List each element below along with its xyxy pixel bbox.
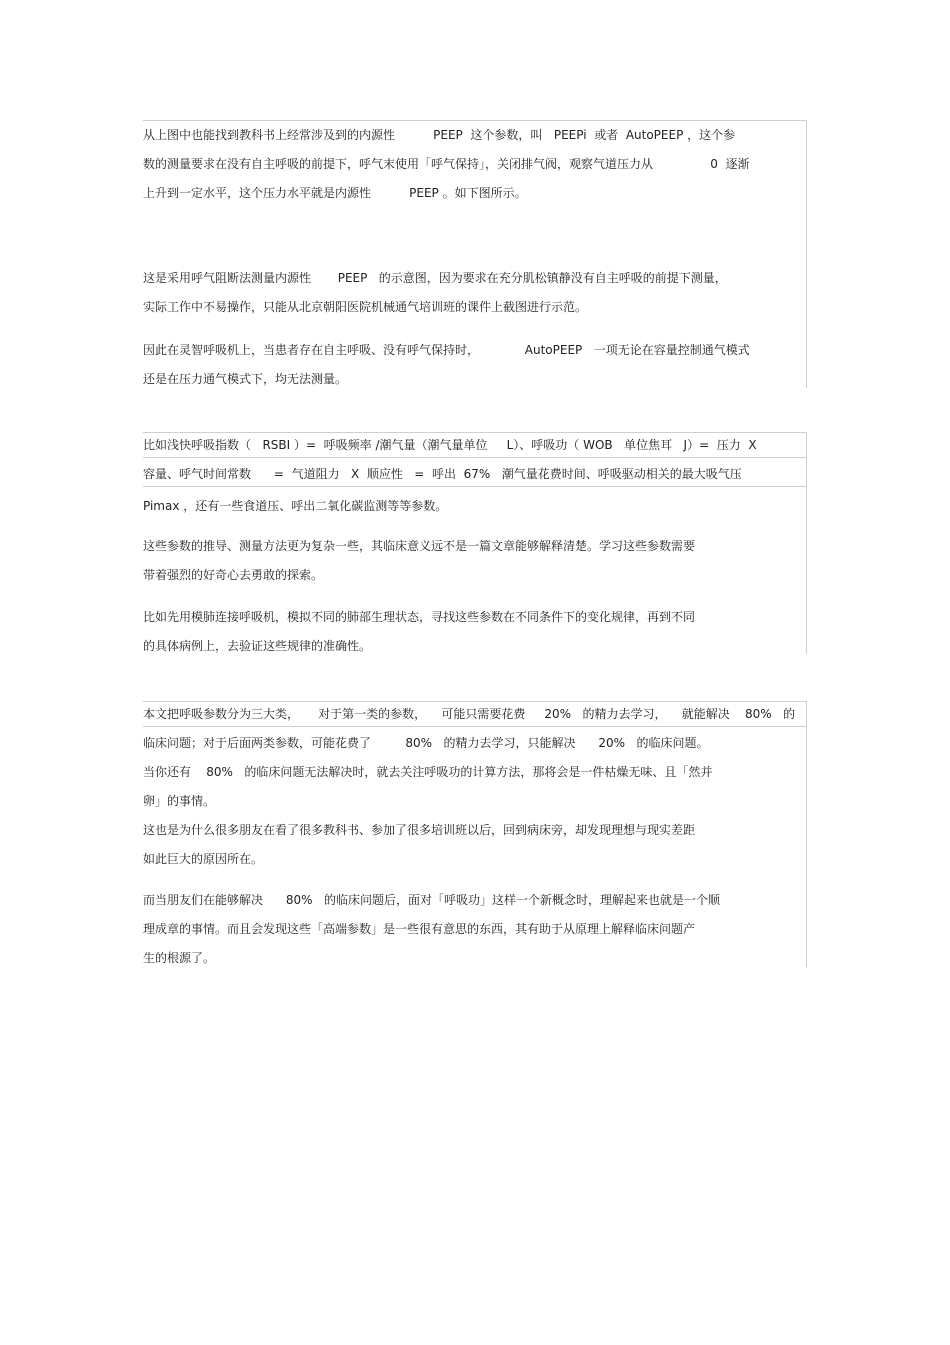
paragraph-line: 容量、呼气时间常数 = 气道阻力 X 顺应性 = 呼出 67% 潮气量花费时间、呼吸驱动相关的最大吸气压 — [143, 467, 742, 481]
mid-border-3 — [143, 726, 807, 727]
paragraph-line: 这是采用呼气阻断法测量内源性 PEEP 的示意图，因为要求在充分肌松镇静没有自主呼吸的前提下测量， — [143, 271, 727, 285]
top-border-1 — [143, 120, 807, 121]
paragraph-line: 因此在灵智呼吸机上，当患者存在自主呼吸、没有呼气保持时， AutoPEEP 一项无论在容量控制通气模式 — [143, 343, 750, 357]
right-border-1 — [806, 120, 807, 388]
right-border-3 — [806, 701, 807, 967]
top-border-2 — [143, 432, 807, 433]
paragraph-line: 当你还有 80% 的临床问题无法解决时，就去关注呼吸功的计算方法，那将会是一件枯燥无味、且「然并 — [143, 765, 713, 779]
paragraph-line: 理成章的事情。而且会发现这些「高端参数」是一些很有意思的东西，其有助于从原理上解释临床问题产 — [143, 922, 696, 936]
top-border-3 — [143, 701, 807, 702]
paragraph-line: 如此巨大的原因所在。 — [143, 852, 264, 866]
paragraph-line: 从上图中也能找到教科书上经常涉及到的内源性 PEEP 这个参数，叫 PEEPi 或者 AutoPEEP ，这个参 — [143, 128, 736, 142]
paragraph-line: 数的测量要求在没有自主呼吸的前提下，呼气末使用「呼气保持」，关闭排气阀，观察气道压力从 0 逐渐 — [143, 157, 750, 171]
paragraph-line: 卵」的事情。 — [143, 794, 216, 808]
paragraph-line: 的具体病例上，去验证这些规律的准确性。 — [143, 639, 372, 653]
mid-border-2a — [143, 457, 807, 458]
paragraph-line: 这也是为什么很多朋友在看了很多教科书、参加了很多培训班以后，回到病床旁，却发现理想与现实差距 — [143, 823, 696, 837]
mid-border-2b — [143, 486, 807, 487]
paragraph-line: 实际工作中不易操作，只能从北京朝阳医院机械通气培训班的课件上截图进行示范。 — [143, 300, 588, 314]
paragraph-line: 这些参数的推导、测量方法更为复杂一些，其临床意义远不是一篇文章能够解释清楚。学习这些参数需要 — [143, 539, 696, 553]
paragraph-line: 上升到一定水平，这个压力水平就是内源性 PEEP 。如下图所示。 — [143, 186, 527, 200]
paragraph-line: 比如浅快呼吸指数（ RSBI ）= 呼吸频率 /潮气量（潮气量单位 L）、呼吸功（ WOB 单位焦耳 J）= 压力 X — [143, 438, 757, 452]
paragraph-line: 而当朋友们在能够解决 80% 的临床问题后，面对「呼吸功」这样一个新概念时，理解起来也就是一个顺 — [143, 893, 721, 907]
right-border-2 — [806, 432, 807, 654]
paragraph-line: 临床问题；对于后面两类参数，可能花费了 80% 的精力去学习，只能解决 20% 的临床问题。 — [143, 736, 709, 750]
paragraph-line: 还是在压力通气模式下，均无法测量。 — [143, 372, 348, 386]
paragraph-line: Pimax ，还有一些食道压、呼出二氧化碳监测等等参数。 — [143, 499, 448, 513]
paragraph-line: 本文把呼吸参数分为三大类， 对于第一类的参数， 可能只需要花费 20% 的精力去学习， 就能解决 80% 的 — [143, 707, 796, 721]
paragraph-line: 比如先用模肺连接呼吸机，模拟不同的肺部生理状态，寻找这些参数在不同条件下的变化规律，再到不同 — [143, 610, 696, 624]
paragraph-line: 带着强烈的好奇心去勇敢的探索。 — [143, 568, 324, 582]
paragraph-line: 生的根源了。 — [143, 951, 216, 965]
